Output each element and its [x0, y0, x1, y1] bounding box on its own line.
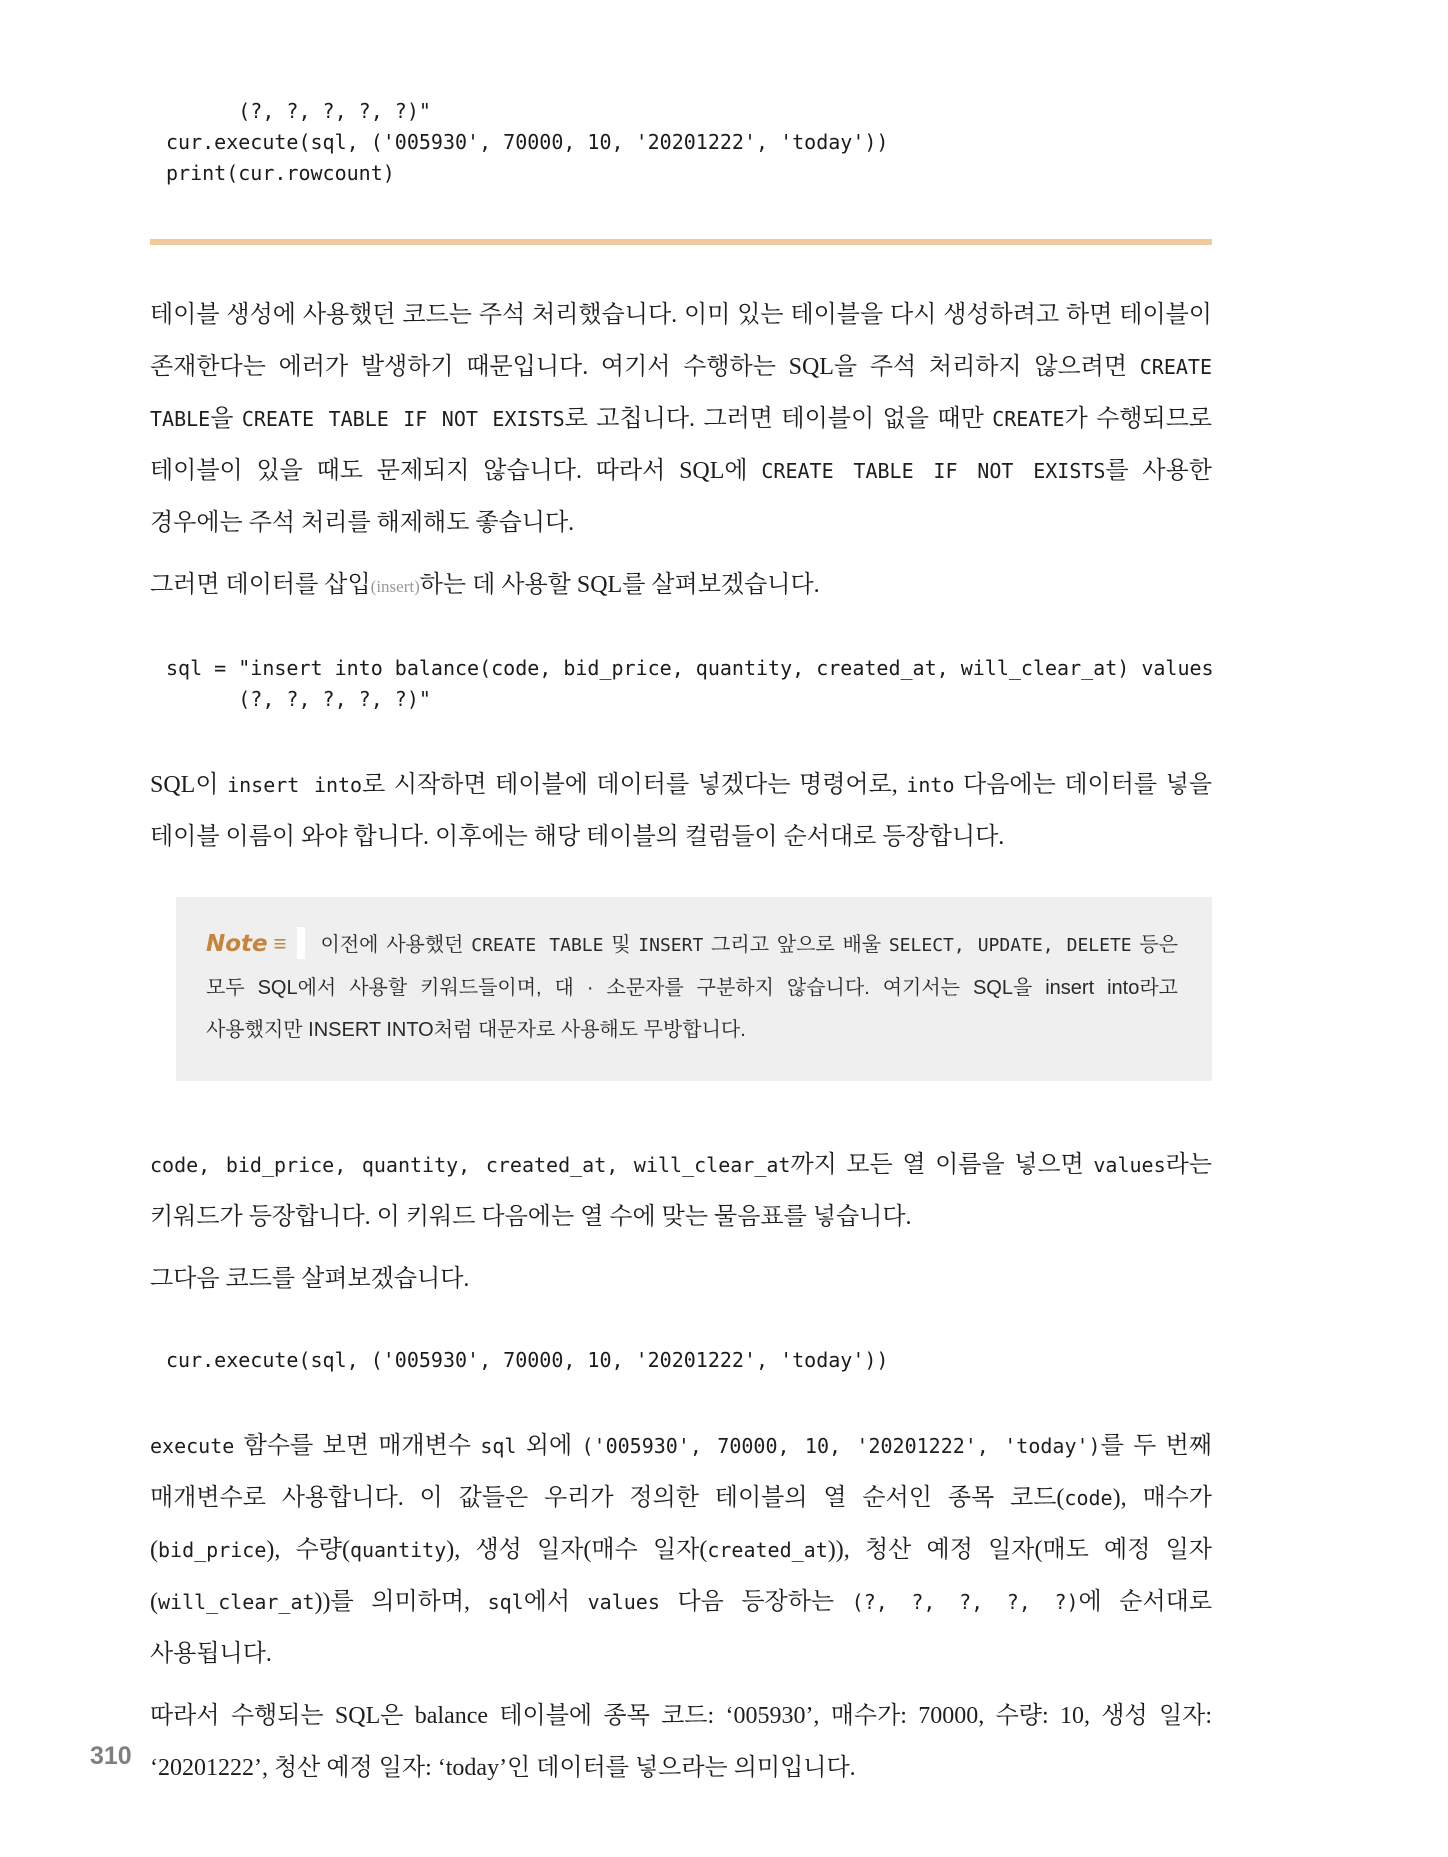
code-line: cur.execute(sql, ('005930', 70000, 10, '20201222', 'today'))	[166, 130, 889, 154]
note-lines-icon: ≡	[273, 931, 287, 956]
paragraph-insert-intro: 그러면 데이터를 삽입(insert)하는 데 사용할 SQL를 살펴보겠습니다.	[150, 572, 820, 598]
code-line: print(cur.rowcount)	[166, 161, 395, 185]
page-content	[150, 0, 1212, 1794]
section-divider	[150, 239, 1212, 245]
note-text: 이전에 사용했던 CREATE TABLE 및 INSERT 그리고 앞으로 배울 SELECT, UPDATE, DELETE 등은 모두 SQL에서 사용할 키워드들이며, 대 · 소문자를 구분하지 않습니다. 여기서는 SQL을 insert into라고 사용했지만 INSERT INTO처럼 대문자로 사용해도 무방합니다.	[206, 934, 1179, 1041]
note-divider	[297, 927, 305, 959]
paragraph-columns-values: code, bid_price, quantity, created_at, will_clear_at까지 모든 열 이름을 넣으면 values라는 키워드가 등장합니다. 이 키워드 다음에는 열 수에 맞는 물음표를 넣습니다.	[150, 1152, 1212, 1230]
paragraph-execute-params: execute 함수를 보면 매개변수 sql 외에 ('005930', 70000, 10, '20201222', 'today')를 두 번째 매개변수로 사용합니다. 이 값들은 우리가 정의한 테이블의 열 순서인 종목 코드(code), 매수가(bid_price), 수량(quantity), 생성 일자(매수 일자(created_at)), 청산 예정 일자(매도 예정 일자(will_clear_at))를 의미하며, sql에서 values 다음 등장하는 (?, ?, ?, ?, ?)에 순서대로 사용됩니다.	[150, 1433, 1213, 1667]
paragraph-comment-handling: 테이블 생성에 사용했던 코드는 주석 처리했습니다. 이미 있는 테이블을 다시 생성하려고 하면 테이블이 존재한다는 에러가 발생하기 때문입니다. 여기서 수행하는 SQL을 주석 처리하지 않으려면 CREATE TABLE을 CREATE TABLE IF NOT EXISTS로 고칩니다. 그러면 테이블이 없을 때만 CREATE가 수행되므로 테이블이 있을 때도 문제되지 않습니다. 따라서 SQL에 CREATE TABLE IF NOT EXISTS를 사용한 경우에는 주석 처리를 해제해도 좋습니다.	[150, 302, 1212, 536]
page-number: 310	[90, 1742, 132, 1770]
note-label: Note	[206, 931, 268, 957]
code-block-execute	[166, 1345, 1212, 1376]
paragraph-insert-into-explain: SQL이 insert into로 시작하면 테이블에 데이터를 넣겠다는 명령어로, into 다음에는 데이터를 넣을 테이블 이름이 와야 합니다. 이후에는 해당 테이블의 컬럼들이 순서대로 등장합니다.	[150, 772, 1213, 850]
code-line: (?, ?, ?, ?, ?)"	[166, 99, 431, 123]
paragraph-sql-meaning: 따라서 수행되는 SQL은 balance 테이블에 종목 코드: ‘005930’, 매수가: 70000, 수량: 10, 생성 일자: ‘20201222’, 청산 예정 일자: ‘today’인 데이터를 넣으라는 의미입니다.	[150, 1703, 1212, 1781]
code-block-insert-sql	[166, 653, 1212, 715]
code-line: cur.execute(sql, ('005930', 70000, 10, '20201222', 'today'))	[166, 1348, 889, 1372]
code-block-execute-rowcount	[166, 96, 1212, 189]
code-line: sql = "insert into balance(code, bid_price, quantity, created_at, will_clear_at) values	[166, 656, 1214, 680]
note-box	[176, 897, 1212, 1081]
code-line: (?, ?, ?, ?, ?)"	[166, 687, 431, 711]
paragraph-next-code: 그다음 코드를 살펴보겠습니다.	[150, 1266, 470, 1292]
